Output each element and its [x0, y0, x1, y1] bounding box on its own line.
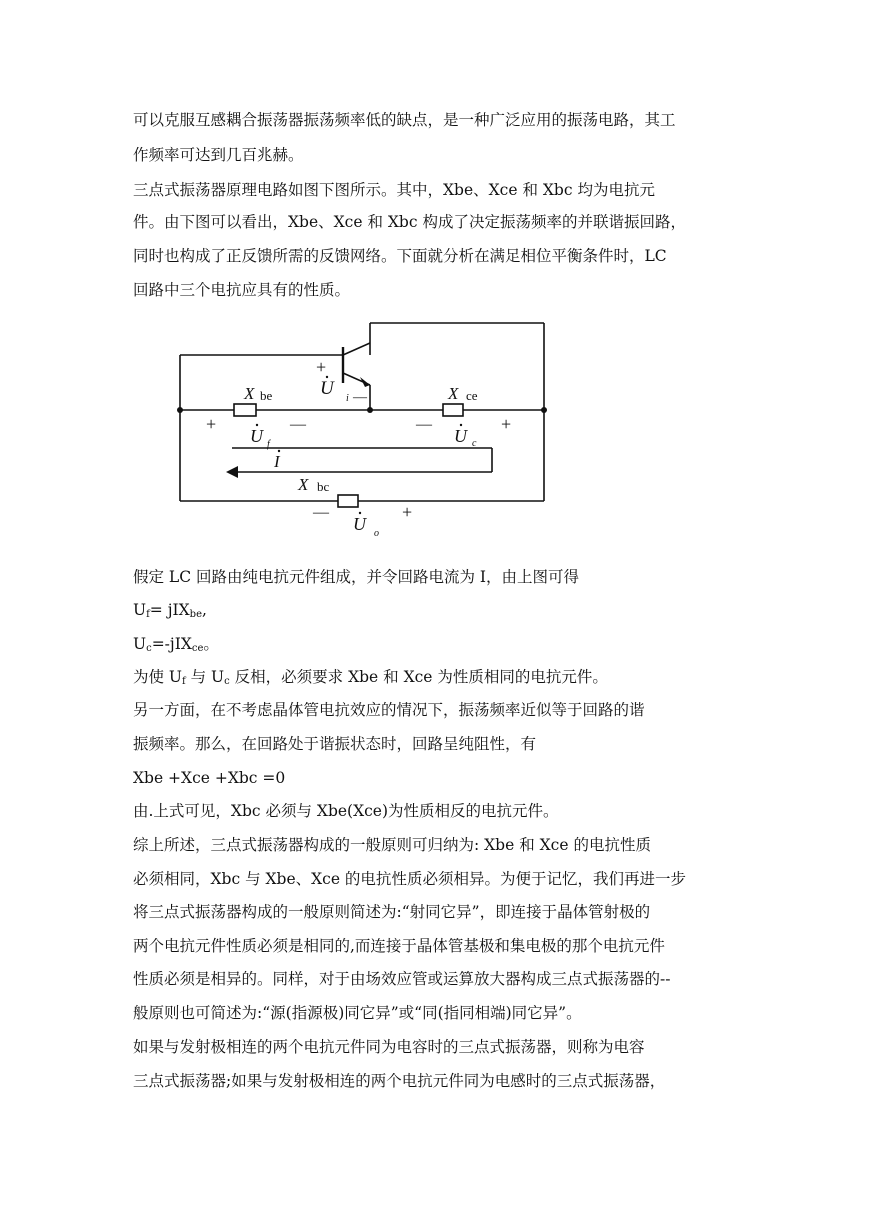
text-line: 综上所述，三点式振荡器构成的一般原则可归纳为: Xbe 和 Xce 的电抗性质 [133, 836, 651, 854]
xbe-label: X [244, 384, 255, 403]
text-line: 由.上式可见，Xbc 必须与 Xbe(Xce)为性质相反的电抗元件。 [133, 802, 559, 820]
text-line: 将三点式振荡器构成的一般原则简述为:“射同它异”，即连接于晶体管射极的 [133, 903, 651, 921]
text-line: 可以克服互感耦合振荡器振荡频率低的缺点，是一种广泛应用的振荡电路，其工 [133, 111, 676, 129]
xbc-sub: bc [317, 479, 330, 494]
text-line: 作频率可达到几百兆赫。 [133, 146, 304, 164]
uo-plus-sign: + [402, 502, 413, 522]
xce-sub: ce [466, 388, 478, 403]
circuit-diagram [170, 315, 560, 550]
equation-resonance: Xbe +Xce +Xbc =0 [133, 769, 286, 787]
text-line: 般原则也可简述为:“源(指源极)同它异”或“同(指同相端)同它异”。 [133, 1004, 582, 1022]
text-line: 另一方面，在不考虑晶体管电抗效应的情况下，振荡频率近似等于回路的谐 [133, 701, 645, 719]
text-line: 振频率。那么，在回路处于谐振状态时，回路呈纯阻性，有 [133, 735, 537, 753]
transistor-collector-lead [343, 343, 370, 355]
text-line: 同时也构成了正反馈所需的反馈网络。下面就分析在满足相位平衡条件时，LC [133, 247, 667, 265]
text-line: 三点式振荡器;如果与发射极相连的两个电抗元件同为电感时的三点式振荡器， [133, 1072, 666, 1090]
junction-dot [541, 407, 547, 413]
uc-sub: c [472, 438, 477, 449]
uf-plus-sign: + [206, 414, 217, 434]
uc-label: U [454, 426, 467, 446]
junction-dot [367, 407, 373, 413]
ui-sub: i [346, 393, 349, 404]
uf-minus-sign: — [290, 416, 306, 433]
text-line: 性质必须是相异的。同样，对于由场效应管或运算放大器构成三点式振荡器的-- [133, 970, 671, 988]
xbc-element [338, 495, 358, 507]
ui-plus-sign: + [316, 357, 327, 377]
equation-uf: $U_f= jIX_{be}$, [133, 601, 207, 620]
equation-uc: $U_c=-jIX_{ce}$。 [133, 635, 219, 654]
ui-minus-sign: — [353, 390, 367, 405]
text-line: 假定 LC 回路由纯电抗元件组成，并令回路电流为 I，由上图可得 [133, 568, 580, 586]
current-arrow-icon [226, 466, 238, 478]
xbc-label: X [298, 475, 309, 494]
text-line: 如果与发射极相连的两个电抗元件同为电容时的三点式振荡器，则称为电容 [133, 1038, 645, 1056]
uc-plus-sign: + [501, 414, 512, 434]
text-line: 两个电抗元件性质必须是相同的,而连接于晶体管基极和集电极的那个电抗元件 [133, 937, 665, 955]
uo-sub: o [374, 528, 379, 539]
text-line: 件。由下图可以看出，Xbe、Xce 和 Xbc 构成了决定振荡频率的并联谐振回路， [133, 213, 686, 231]
text-line: 必须相同，Xbc 与 Xbe、Xce 的电抗性质必须相异。为便于记忆，我们再进一步 [133, 870, 686, 888]
text-line: 三点式振荡器原理电路如图下图所示。其中，Xbe、Xce 和 Xbc 均为电抗元 [133, 181, 655, 199]
uf-label: U [250, 426, 263, 446]
xbe-sub: be [260, 388, 273, 403]
text-line: 回路中三个电抗应具有的性质。 [133, 281, 351, 299]
xbe-element [234, 404, 256, 416]
uc-minus-sign: — [416, 416, 432, 433]
text-line: 为使 $U_f$ 与 $U_c$ 反相，必须要求 Xbe 和 Xce 为性质相同的电抗元件。 [133, 668, 608, 687]
junction-dot [177, 407, 183, 413]
uf-sub: f [267, 439, 270, 450]
current-label: I [274, 452, 280, 471]
uo-minus-sign: — [313, 504, 329, 521]
xce-label: X [448, 384, 459, 403]
ui-label: U [320, 378, 334, 399]
xce-element [443, 404, 463, 416]
uo-label: U [353, 514, 366, 534]
